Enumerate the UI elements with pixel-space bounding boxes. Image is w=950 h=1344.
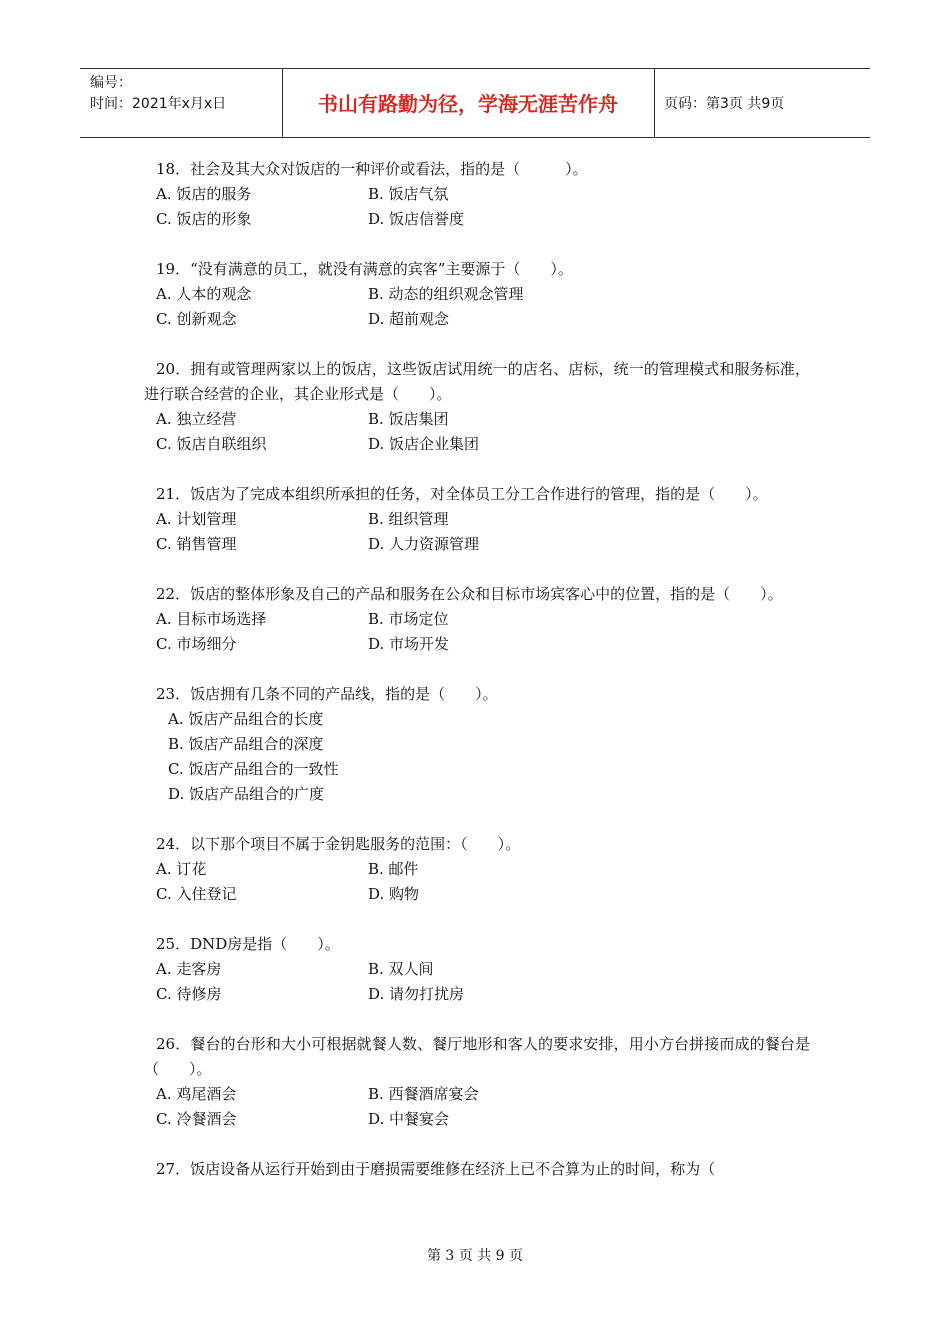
- question-stem: 18．社会及其大众对饭店的一种评价或看法，指的是（ ）。: [156, 160, 588, 178]
- answer-option: A. 计划管理: [156, 510, 237, 528]
- answer-option: D. 饭店产品组合的广度: [168, 785, 325, 803]
- question-item: [144, 682, 810, 807]
- question-item: [144, 1157, 810, 1182]
- answer-option: A. 独立经营: [156, 410, 237, 428]
- answer-option: D. 饭店企业集团: [368, 435, 480, 453]
- answer-option: A. 订花: [156, 860, 207, 878]
- answer-option: D. 购物: [368, 885, 420, 903]
- answer-option: A. 饭店的服务: [156, 185, 252, 203]
- answer-option: D. 超前观念: [368, 310, 450, 328]
- question-item: [144, 582, 810, 657]
- time-label: 时间：2021年x月x日: [90, 96, 227, 112]
- question-stem: 24．以下那个项目不属于金钥匙服务的范围：（ ）。: [156, 835, 521, 853]
- answer-option: A. 走客房: [156, 960, 222, 978]
- answer-option: C. 待修房: [156, 985, 222, 1003]
- question-stem: 26．餐台的台形和大小可根据就餐人数、餐厅地形和客人的要求安排，用小方台拼接而成的餐台是（ ）。: [144, 1035, 810, 1078]
- answer-option: A. 目标市场选择: [156, 610, 267, 628]
- answer-option: C. 创新观念: [156, 310, 237, 328]
- answer-option: B. 组织管理: [368, 510, 449, 528]
- answer-option: D. 饭店信誉度: [368, 210, 465, 228]
- question-stem: 27．饭店设备从运行开始到由于磨损需要维修在经济上已不合算为止的时间，称为（: [156, 1160, 716, 1178]
- question-stem: 20．拥有或管理两家以上的饭店，这些饭店试用统一的店名、店标，统一的管理模式和服务标准，进行联合经营的企业，其企业形式是（ ）。: [144, 360, 810, 403]
- answer-option: B. 邮件: [368, 860, 419, 878]
- answer-options: [144, 282, 810, 332]
- question-stem: 22．饭店的整体形象及自己的产品和服务在公众和目标市场宾客心中的位置，指的是（ ）。: [156, 585, 783, 603]
- answer-option: B. 双人间: [368, 960, 434, 978]
- answer-option: D. 请勿打扰房: [368, 985, 465, 1003]
- answer-options: [144, 957, 810, 1007]
- question-item: [144, 932, 810, 1007]
- page-footer: 第 3 页 共 9 页: [426, 1248, 524, 1264]
- answer-options: [144, 182, 810, 232]
- question-item: [144, 832, 810, 907]
- answer-options: [144, 407, 810, 457]
- answer-option: B. 西餐酒席宴会: [368, 1085, 479, 1103]
- answer-option: C. 饭店的形象: [156, 210, 252, 228]
- question-list: [144, 157, 810, 1207]
- answer-option: D. 市场开发: [368, 635, 450, 653]
- answer-option: B. 动态的组织观念管理: [368, 285, 524, 303]
- question-item: [144, 1032, 810, 1132]
- answer-options: [144, 607, 810, 657]
- answer-option: A. 饭店产品组合的长度: [168, 710, 324, 728]
- answer-option: C. 市场细分: [156, 635, 237, 653]
- answer-option: D. 中餐宴会: [368, 1110, 450, 1128]
- question-item: [144, 357, 810, 457]
- answer-option: B. 市场定位: [368, 610, 449, 628]
- question-stem: 19．“没有满意的员工，就没有满意的宾客”主要源于（ ）。: [156, 260, 573, 278]
- question-item: [144, 257, 810, 332]
- answer-option: A. 鸡尾酒会: [156, 1085, 237, 1103]
- answer-options: [144, 1082, 810, 1132]
- header-motto: 书山有路勤为径，学海无涯苦作舟: [318, 92, 618, 116]
- answer-option: C. 冷餐酒会: [156, 1110, 237, 1128]
- answer-options: [144, 857, 810, 907]
- answer-option: B. 饭店气氛: [368, 185, 449, 203]
- answer-option: C. 饭店产品组合的一致性: [168, 760, 339, 778]
- answer-option: C. 饭店自联组织: [156, 435, 267, 453]
- header-meta: [90, 73, 226, 115]
- answer-option: B. 饭店产品组合的深度: [168, 735, 324, 753]
- answer-option: A. 人本的观念: [156, 285, 252, 303]
- document-header: [80, 68, 870, 138]
- header-divider: [654, 69, 655, 137]
- answer-options: [144, 507, 810, 557]
- header-page-info: 页码：第3页 共9页: [664, 96, 785, 112]
- number-label: 编号：: [90, 75, 132, 91]
- answer-option: C. 销售管理: [156, 535, 237, 553]
- question-stem: 23．饭店拥有几条不同的产品线，指的是（ ）。: [156, 685, 498, 703]
- answer-option: C. 入住登记: [156, 885, 237, 903]
- question-stem: 21．饭店为了完成本组织所承担的任务，对全体员工分工合作进行的管理，指的是（ ）。: [156, 485, 768, 503]
- question-item: [144, 157, 810, 232]
- answer-option: B. 饭店集团: [368, 410, 449, 428]
- question-stem: 25．DND房是指（ ）。: [156, 935, 340, 953]
- question-item: [144, 482, 810, 557]
- answer-options: [144, 707, 810, 807]
- answer-option: D. 人力资源管理: [368, 535, 480, 553]
